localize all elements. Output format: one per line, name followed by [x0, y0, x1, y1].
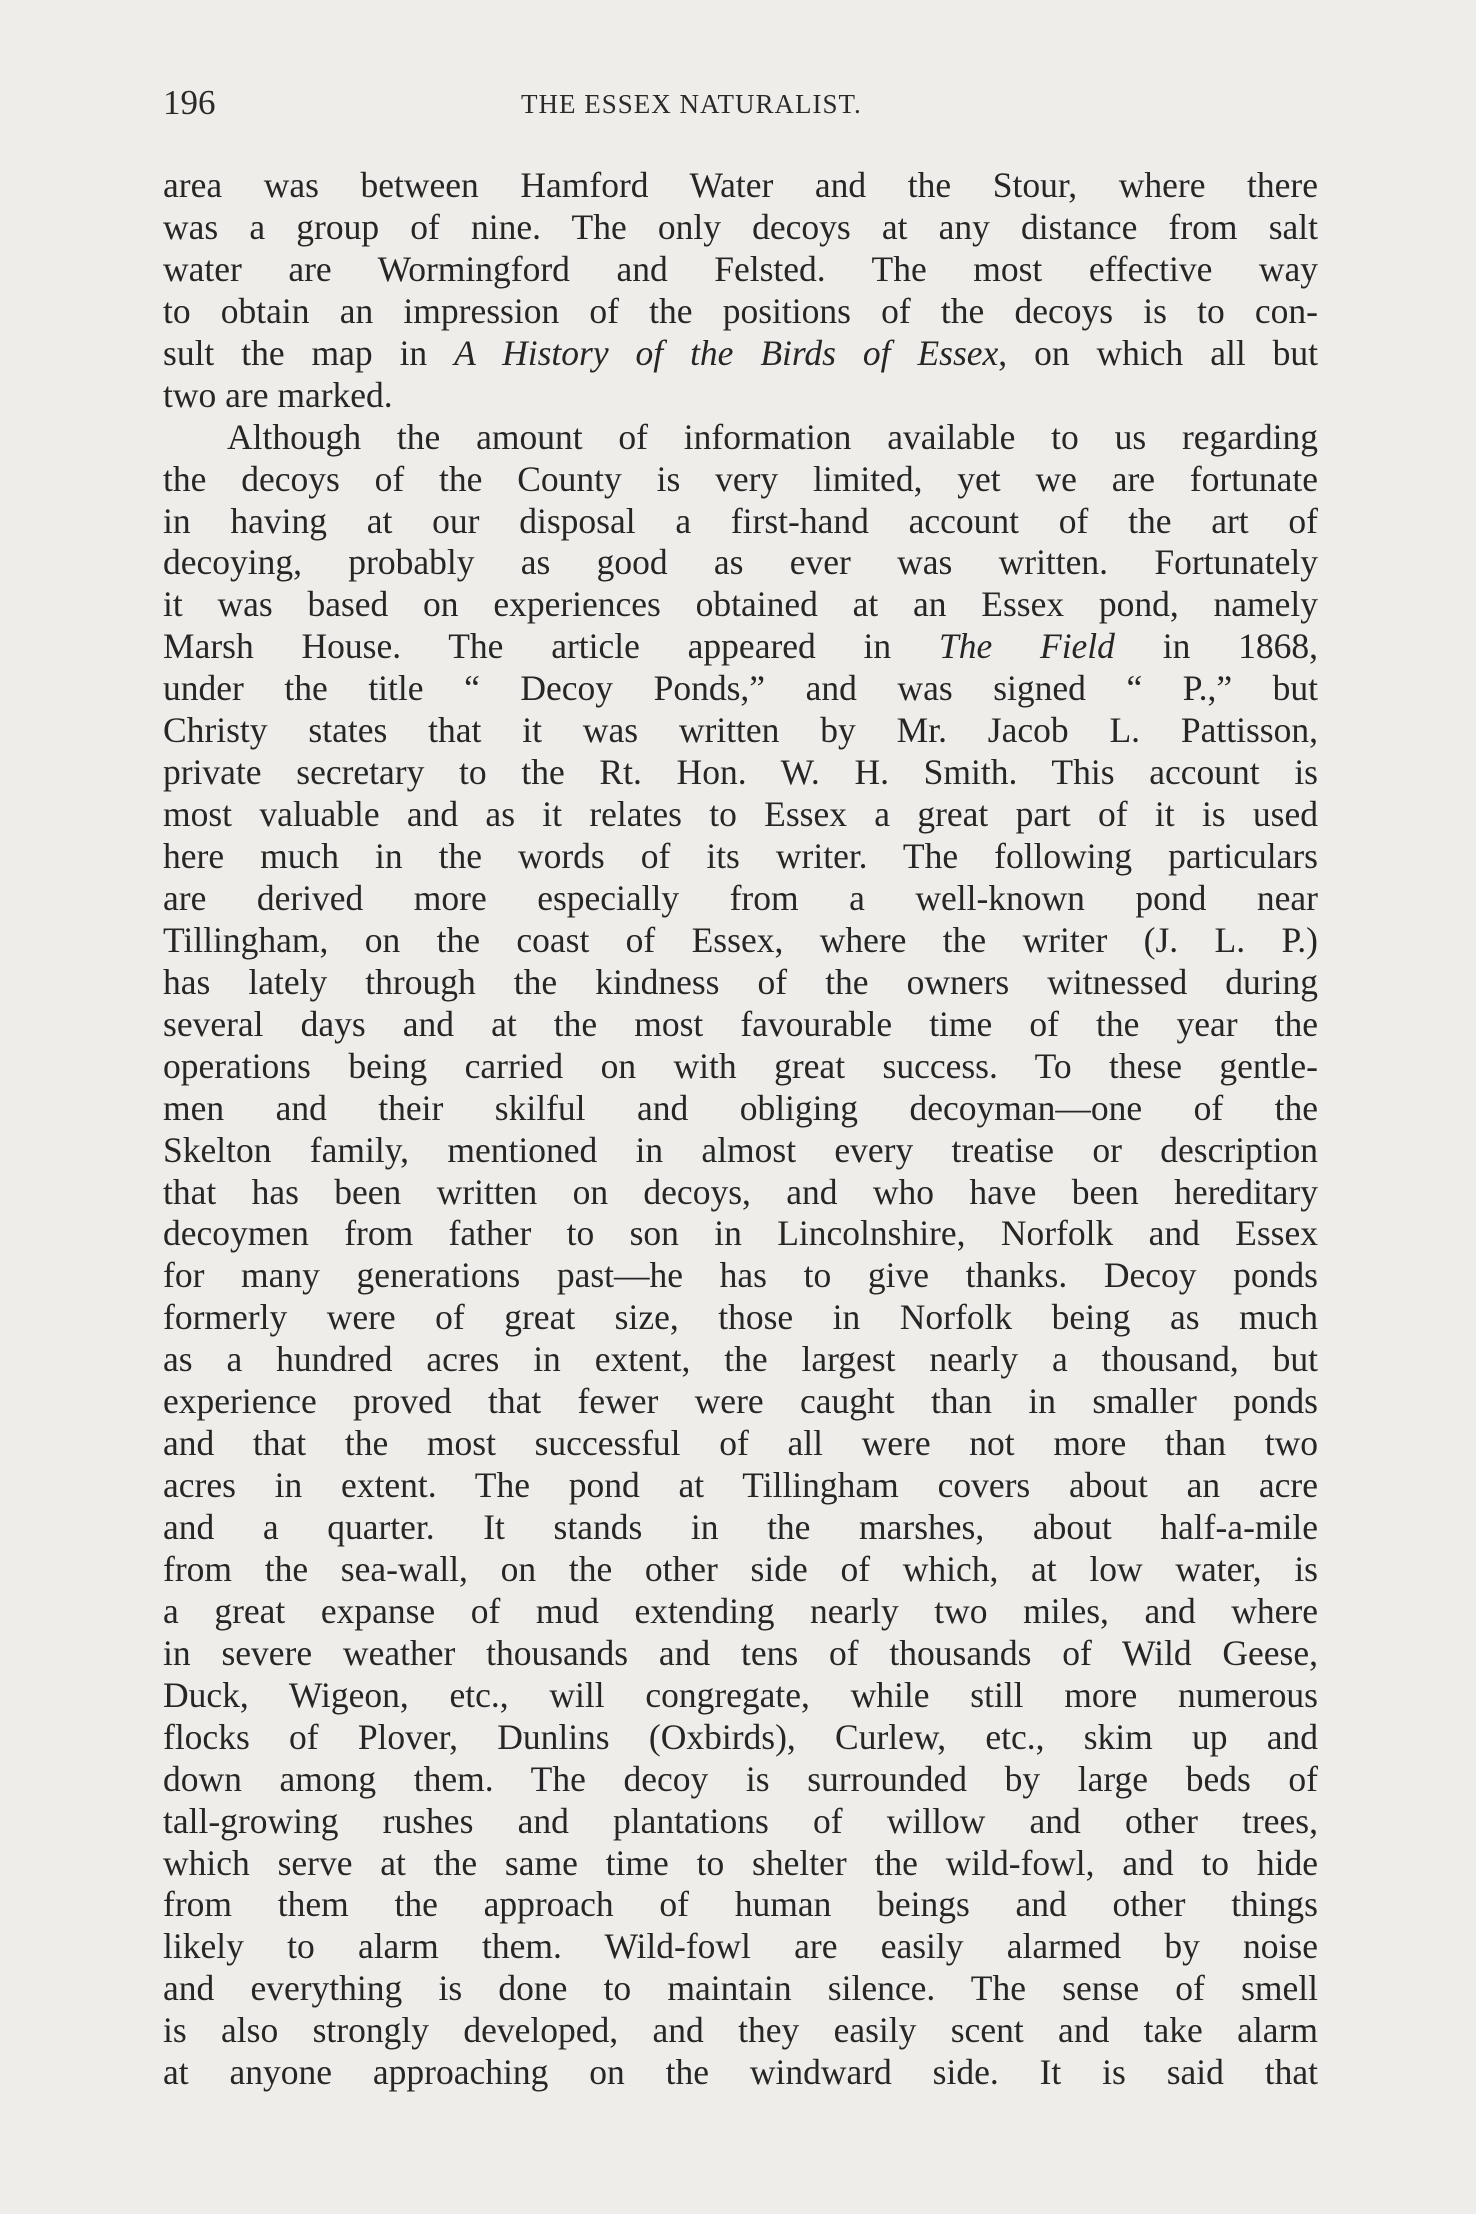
text-line — [163, 2052, 1318, 2094]
text-line — [163, 710, 1318, 752]
text-segment: formerly were of great size, those in Norfolk being as much — [163, 1297, 1318, 1338]
text-line — [163, 501, 1318, 543]
text-line — [163, 1549, 1318, 1591]
text-line — [163, 920, 1318, 962]
text-segment: operations being carried on with great success. To these gentle- — [163, 1045, 1318, 1086]
text-segment: it was based on experiences obtained at an Essex pond, namely — [163, 584, 1318, 625]
text-segment: acres in extent. The pond at Tillingham covers about an acre — [163, 1465, 1318, 1506]
text-segment: Tillingham, on the coast of Essex, where the writer (J. L. P.) — [163, 919, 1318, 960]
text-line — [163, 1968, 1318, 2010]
text-line — [163, 207, 1318, 249]
text-segment: as a hundred acres in extent, the largest nearly a thousand, but — [163, 1339, 1318, 1380]
text-segment: down among them. The decoy is surrounded by large beds of — [163, 1758, 1318, 1799]
text-segment: that has been written on decoys, and who have been hereditary — [163, 1171, 1318, 1212]
text-line — [163, 1675, 1318, 1717]
text-line — [163, 1297, 1318, 1339]
text-line — [163, 249, 1318, 291]
text-segment: and everything is done to maintain silence. The sense of smell — [163, 1968, 1318, 2009]
text-segment: has lately through the kindness of the owners witnessed during — [163, 961, 1318, 1002]
text-line — [163, 1717, 1318, 1759]
text-segment: likely to alarm them. Wild-fowl are easily alarmed by noise — [163, 1926, 1318, 1967]
text-line — [163, 165, 1318, 207]
text-segment: Christy states that it was written by Mr. Jacob L. Pattisson, — [163, 710, 1318, 751]
italic-title: A History of the Birds of Essex — [454, 332, 999, 373]
text-segment: Although the amount of information available to us regarding — [227, 416, 1318, 457]
text-segment: tall-growing rushes and plantations of willow and other trees, — [163, 1800, 1318, 1841]
page-number: 196 — [163, 83, 216, 122]
text-line — [163, 1507, 1318, 1549]
text-segment: are derived more especially from a well-known pond near — [163, 877, 1318, 918]
text-line — [163, 1004, 1318, 1046]
text-line — [163, 962, 1318, 1004]
text-segment: Skelton family, mentioned in almost every treatise or description — [163, 1129, 1318, 1170]
text-line — [163, 417, 1318, 459]
text-segment: men and their skilful and obliging decoyman—one of the — [163, 1087, 1318, 1128]
text-segment: in having at our disposal a first-hand account of the art of — [163, 500, 1318, 541]
running-header — [163, 78, 1318, 128]
text-segment: decoying, probably as good as ever was written. Fortunately — [163, 542, 1318, 583]
text-line — [163, 291, 1318, 333]
text-segment: two are marked. — [163, 374, 393, 415]
text-segment: , on which all but — [998, 332, 1318, 373]
text-line — [163, 1381, 1318, 1423]
text-line — [163, 1172, 1318, 1214]
text-segment: a great expanse of mud extending nearly two miles, and where — [163, 1590, 1318, 1631]
text-line — [163, 878, 1318, 920]
text-segment: to obtain an impression of the positions of the decoys is to con- — [163, 290, 1318, 331]
text-line — [163, 1926, 1318, 1968]
text-line — [163, 1213, 1318, 1255]
text-segment: flocks of Plover, Dunlins (Oxbirds), Curlew, etc., skim up and — [163, 1716, 1318, 1757]
text-segment: from the sea-wall, on the other side of which, at low water, is — [163, 1548, 1318, 1589]
text-segment: experience proved that fewer were caught than in smaller ponds — [163, 1381, 1318, 1422]
text-line — [163, 375, 1318, 417]
text-line — [163, 1339, 1318, 1381]
paragraph — [163, 165, 1318, 417]
text-segment: from them the approach of human beings and other things — [163, 1884, 1318, 1925]
text-line — [163, 1633, 1318, 1675]
text-line — [163, 584, 1318, 626]
text-segment: which serve at the same time to shelter the wild-fowl, and to hide — [163, 1842, 1318, 1883]
text-segment: in severe weather thousands and tens of thousands of Wild Geese, — [163, 1632, 1318, 1673]
text-line — [163, 1255, 1318, 1297]
text-line — [163, 794, 1318, 836]
text-segment: area was between Hamford Water and the Stour, where there — [163, 165, 1318, 205]
text-segment: sult the map in — [163, 332, 455, 373]
body-text — [163, 165, 1318, 2094]
text-segment: water are Wormingford and Felsted. The most effective way — [163, 248, 1318, 289]
italic-title: The Field — [938, 626, 1115, 667]
text-segment: private secretary to the Rt. Hon. W. H. Smith. This account is — [163, 752, 1318, 793]
text-line — [163, 626, 1318, 668]
text-line — [163, 1130, 1318, 1172]
text-line — [163, 1801, 1318, 1843]
text-line — [163, 1423, 1318, 1465]
text-segment: most valuable and as it relates to Essex a great part of it is used — [163, 794, 1318, 835]
text-segment: in 1868, — [1114, 626, 1319, 667]
text-line — [163, 1759, 1318, 1801]
journal-title: THE ESSEX NATURALIST. — [521, 89, 862, 119]
paragraph — [163, 417, 1318, 2095]
text-segment: and a quarter. It stands in the marshes, about half-a-mile — [163, 1507, 1318, 1547]
text-segment: Marsh House. The article appeared in — [163, 626, 939, 667]
text-line — [163, 668, 1318, 710]
text-segment: several days and at the most favourable time of the year the — [163, 1003, 1318, 1044]
text-segment: for many generations past—he has to give thanks. Decoy ponds — [163, 1255, 1318, 1296]
text-line — [163, 1843, 1318, 1885]
text-line — [163, 542, 1318, 584]
text-segment: is also strongly developed, and they easily scent and take alarm — [163, 2010, 1318, 2051]
text-segment: here much in the words of its writer. The following particulars — [163, 836, 1318, 876]
text-line — [163, 2010, 1318, 2052]
text-segment: and that the most successful of all were not more than two — [163, 1423, 1318, 1464]
text-segment: under the title “ Decoy Ponds,” and was signed “ P.,” but — [163, 668, 1318, 709]
text-line — [163, 1591, 1318, 1633]
text-segment: was a group of nine. The only decoys at any distance from salt — [163, 206, 1318, 247]
text-segment: Duck, Wigeon, etc., will congregate, while still more numerous — [163, 1674, 1318, 1715]
text-line — [163, 836, 1318, 878]
text-line — [163, 1088, 1318, 1130]
text-line — [163, 333, 1318, 375]
text-line — [163, 459, 1318, 501]
text-line — [163, 752, 1318, 794]
text-line — [163, 1046, 1318, 1088]
text-segment: at anyone approaching on the windward side. It is said that — [163, 2052, 1318, 2093]
text-segment: decoymen from father to son in Lincolnshire, Norfolk and Essex — [163, 1213, 1318, 1254]
text-line — [163, 1884, 1318, 1926]
text-line — [163, 1465, 1318, 1507]
text-segment: the decoys of the County is very limited, yet we are fortunate — [163, 458, 1318, 499]
